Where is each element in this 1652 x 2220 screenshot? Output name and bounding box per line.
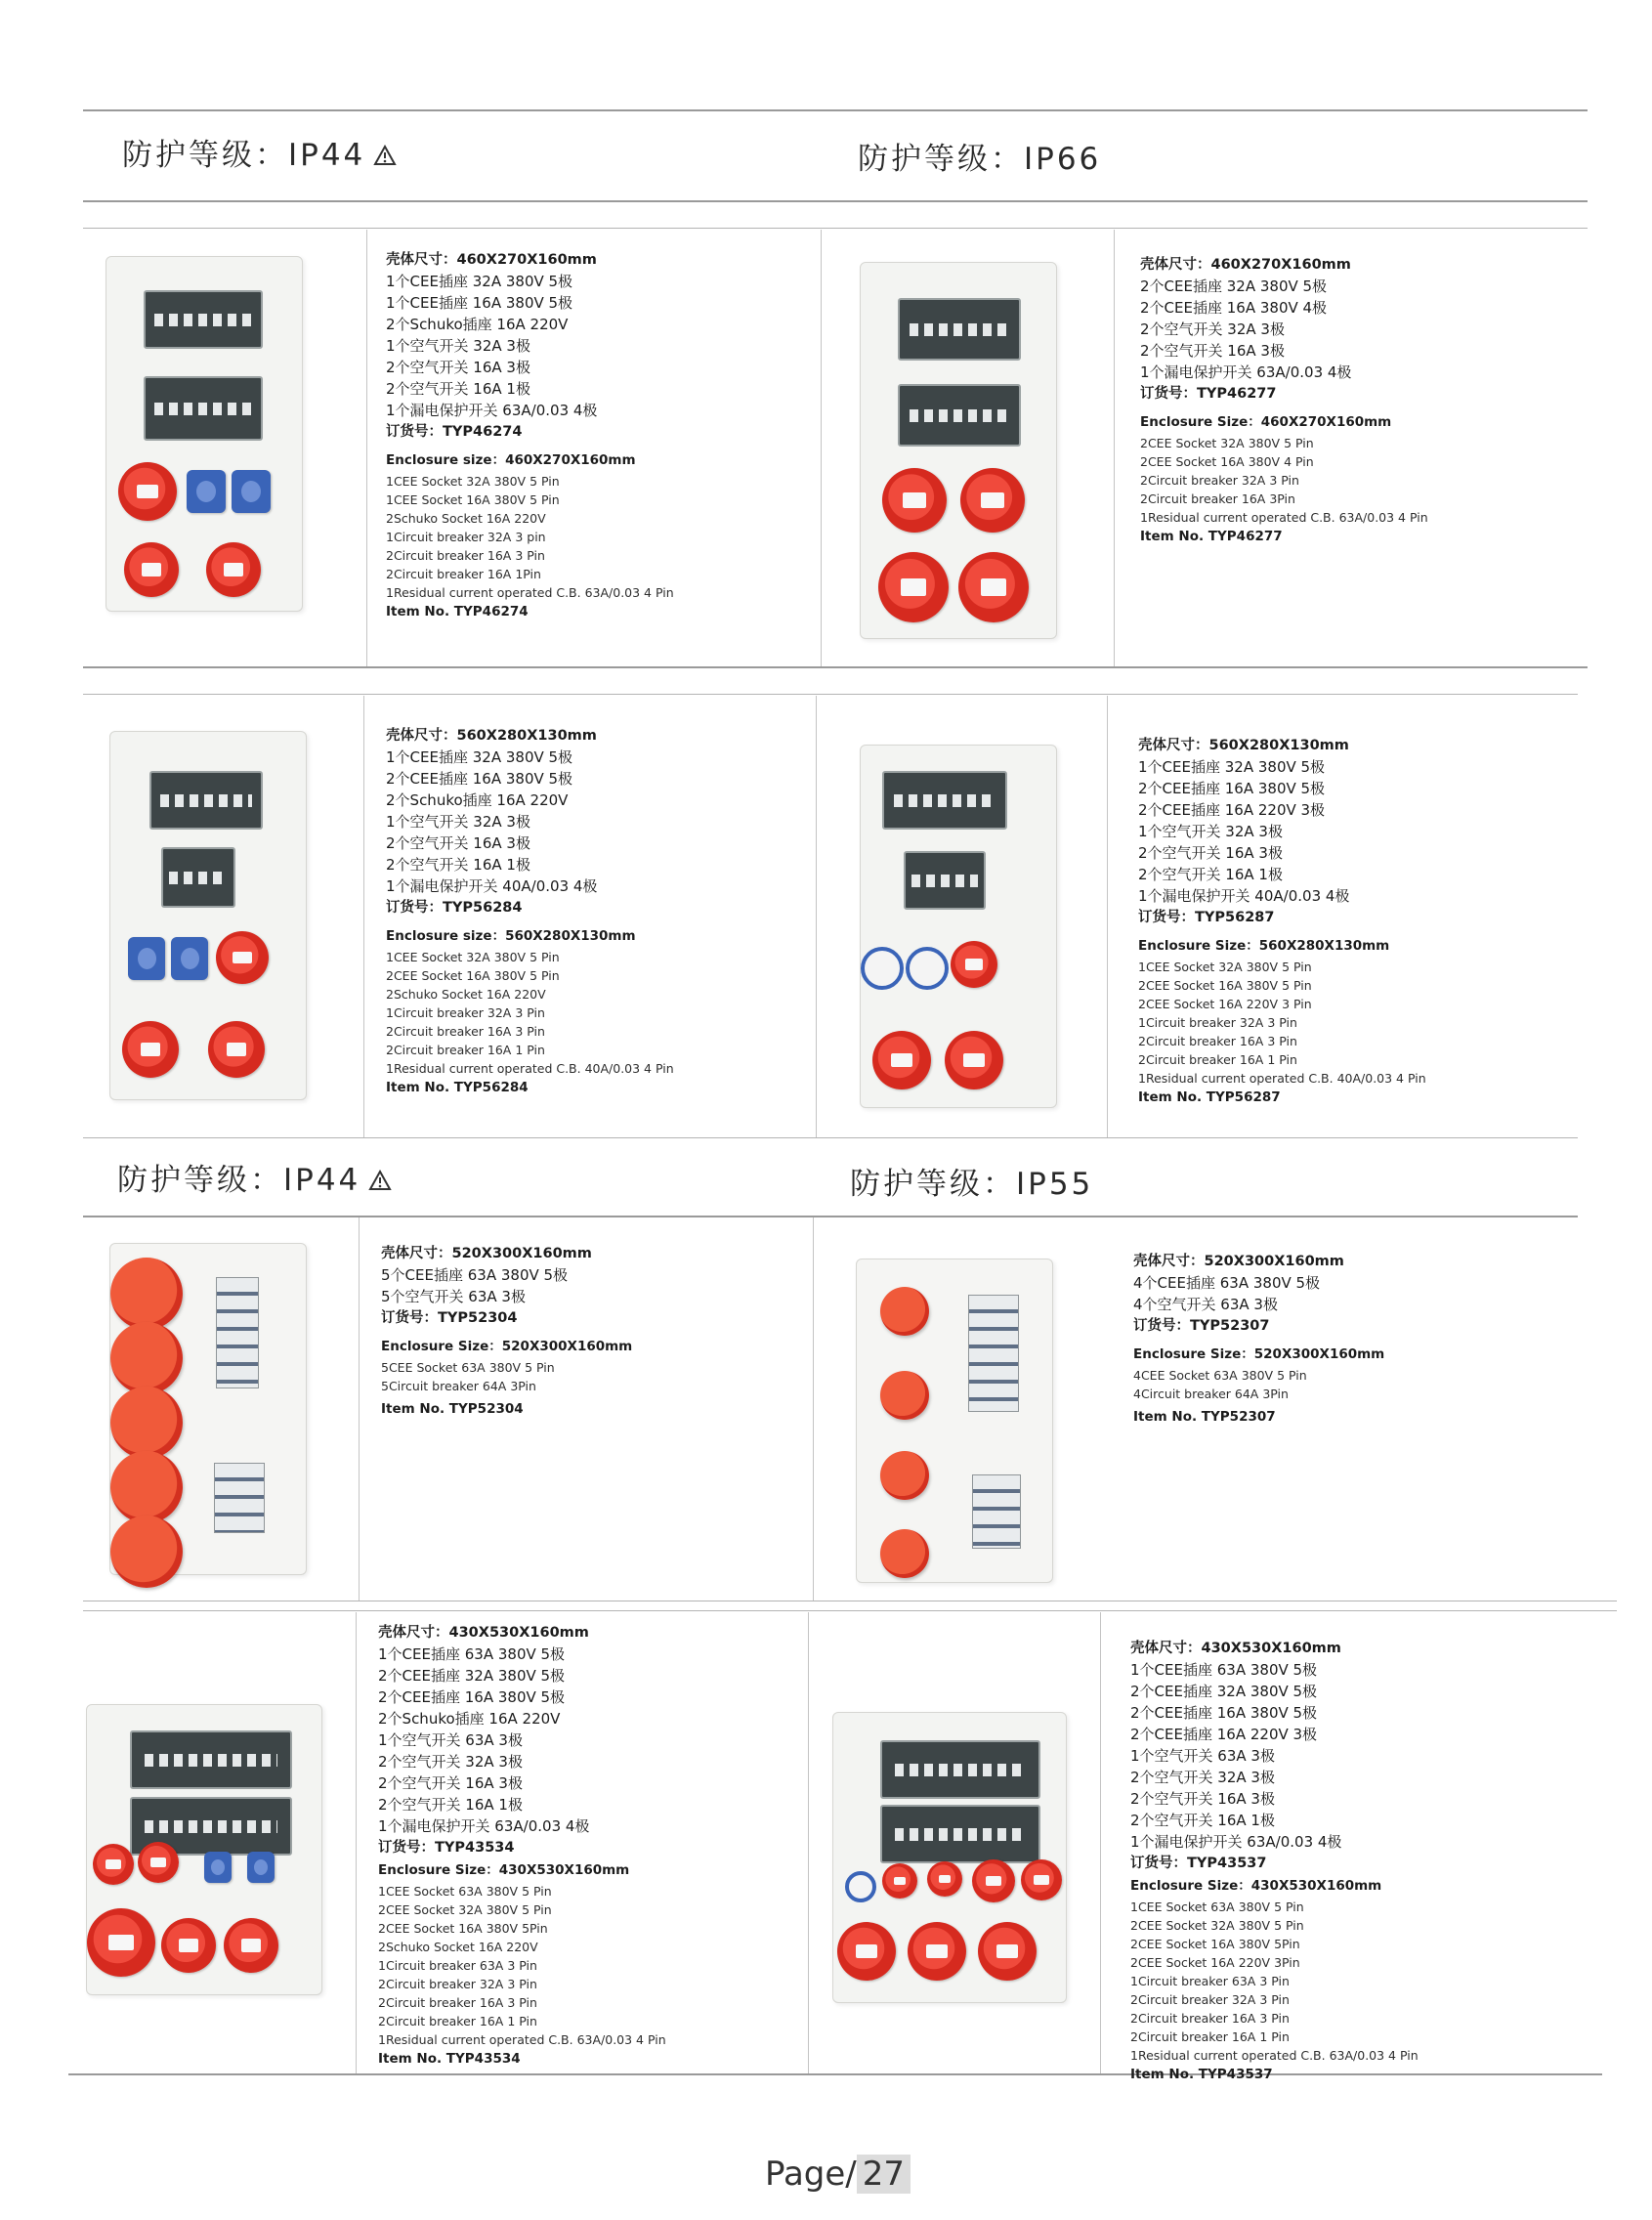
- enclosure-size-en: Enclosure Size：430X530X160mm: [1130, 1878, 1382, 1894]
- spec-line-en: 1Circuit breaker 32A 3 pin: [386, 530, 546, 544]
- order-no: 订货号：TYP43537: [1130, 1856, 1267, 1871]
- spec-line: 1个空气开关 32A 3极: [386, 337, 530, 355]
- enclosure-size-en: Enclosure size：460X270X160mm: [386, 452, 636, 468]
- spec-line: 2个空气开关 16A 3极: [386, 834, 530, 852]
- order-no: 订货号：TYP56287: [1138, 910, 1275, 925]
- product-image-typ56284: [109, 731, 307, 1100]
- order-no: 订货号：TYP46274: [386, 424, 523, 440]
- spec-line: 2个空气开关 16A 1极: [1138, 866, 1283, 883]
- spec-line: 2个CEE插座 16A 220V 3极: [1130, 1726, 1318, 1743]
- product-image-typ43534: [86, 1704, 322, 1995]
- section-title-label: 防护等级：IP66: [858, 142, 1102, 177]
- spec-line-en: 2CEE Socket 32A 380V 5 Pin: [378, 1902, 552, 1917]
- spec-line: 2个空气开关 16A 1极: [386, 380, 530, 398]
- spec-line: 2个CEE插座 16A 380V 5极: [378, 1688, 566, 1706]
- item-number: Item No. TYP43537: [1130, 2067, 1273, 2082]
- spec-line: 1个漏电保护开关 63A/0.03 4极: [386, 402, 598, 419]
- product-spec-typ46274: [386, 249, 674, 621]
- product-image-typ46277: [860, 262, 1057, 639]
- product-spec-typ43537: [1130, 1638, 1419, 2084]
- spec-line-en: 1Circuit breaker 32A 3 Pin: [386, 1005, 545, 1020]
- size-cn: 壳体尺寸：560X280X130mm: [386, 728, 597, 744]
- product-image-typ43537: [832, 1712, 1067, 2003]
- spec-line: 2个空气开关 16A 3极: [386, 359, 530, 376]
- spec-line-en: 1Residual current operated C.B. 63A/0.03 4 Pin: [378, 2032, 666, 2047]
- spec-line: 2个空气开关 16A 3极: [1140, 342, 1285, 360]
- spec-line-en: 2CEE Socket 16A 380V 5Pin: [1130, 1937, 1300, 1951]
- size-cn: 壳体尺寸：520X300X160mm: [381, 1246, 592, 1261]
- spec-line: 2个空气开关 16A 1极: [1130, 1812, 1275, 1829]
- spec-line: 2个CEE插座 32A 380V 5极: [1140, 278, 1328, 295]
- spec-line: 1个漏电保护开关 40A/0.03 4极: [386, 877, 598, 895]
- spec-line: 2个空气开关 32A 3极: [1140, 320, 1285, 338]
- enclosure-size-en: Enclosure Size：520X300X160mm: [381, 1339, 633, 1354]
- spec-line-en: 1CEE Socket 32A 380V 5 Pin: [386, 950, 560, 964]
- spec-line: 5个CEE插座 63A 380V 5极: [381, 1266, 569, 1284]
- spec-line-en: 2Schuko Socket 16A 220V: [386, 511, 546, 526]
- spec-line: 2个Schuko插座 16A 220V: [386, 791, 569, 809]
- spec-line-en: 1CEE Socket 32A 380V 5 Pin: [1138, 960, 1312, 974]
- product-image-typ52307: [856, 1259, 1053, 1583]
- spec-line-en: 2Circuit breaker 16A 3 Pin: [1138, 1034, 1297, 1048]
- order-no: 订货号：TYP46277: [1140, 386, 1277, 402]
- spec-line-en: 1Residual current operated C.B. 40A/0.03 4 Pin: [1138, 1071, 1426, 1086]
- enclosure-size-en: Enclosure Size：520X300X160mm: [1133, 1346, 1385, 1362]
- spec-line-en: 2Circuit breaker 16A 3 Pin: [386, 548, 545, 563]
- spec-line-en: 1Residual current operated C.B. 40A/0.03 4 Pin: [386, 1061, 674, 1076]
- spec-line: 1个CEE插座 63A 380V 5极: [1130, 1661, 1318, 1679]
- spec-line-en: 1Circuit breaker 63A 3 Pin: [1130, 1974, 1290, 1988]
- spec-line: 2个CEE插座 16A 380V 5极: [1138, 780, 1326, 797]
- item-number: Item No. TYP56287: [1138, 1089, 1281, 1105]
- spec-line-en: 2Circuit breaker 32A 3 Pin: [1140, 473, 1299, 488]
- spec-line-en: 2CEE Socket 32A 380V 5 Pin: [1130, 1918, 1304, 1933]
- warning-triangle-icon: [373, 145, 397, 166]
- order-no: 订货号：TYP43534: [378, 1840, 515, 1856]
- size-cn: 壳体尺寸：520X300X160mm: [1133, 1254, 1344, 1269]
- spec-line-en: 2Circuit breaker 16A 3Pin: [1140, 491, 1295, 506]
- enclosure-size-en: Enclosure Size：430X530X160mm: [378, 1862, 630, 1878]
- item-number: Item No. TYP56284: [386, 1080, 529, 1095]
- enclosure-size-en: Enclosure Size：560X280X130mm: [1138, 938, 1390, 954]
- product-image-typ46274: [106, 256, 303, 612]
- spec-line-en: 2Circuit breaker 16A 1 Pin: [1130, 2029, 1290, 2044]
- spec-line-en: 2CEE Socket 16A 220V 3 Pin: [1138, 997, 1312, 1011]
- spec-line: 2个空气开关 16A 1极: [378, 1796, 523, 1814]
- spec-line: 2个空气开关 16A 1极: [386, 856, 530, 874]
- spec-line: 2个空气开关 16A 3极: [1130, 1790, 1275, 1808]
- product-image-typ56287: [860, 745, 1057, 1108]
- spec-line: 1个CEE插座 32A 380V 5极: [386, 273, 573, 290]
- product-spec-typ46277: [1140, 254, 1428, 546]
- spec-line: 1个CEE插座 32A 380V 5极: [386, 748, 573, 766]
- spec-line: 2个CEE插座 16A 220V 3极: [1138, 801, 1326, 819]
- warning-triangle-icon: [368, 1170, 392, 1191]
- spec-line: 1个漏电保护开关 40A/0.03 4极: [1138, 887, 1350, 905]
- spec-line-en: 1Circuit breaker 32A 3 Pin: [1138, 1015, 1297, 1030]
- size-cn: 壳体尺寸：430X530X160mm: [378, 1625, 589, 1641]
- order-no: 订货号：TYP52304: [381, 1310, 518, 1326]
- spec-line-en: 2Circuit breaker 16A 1 Pin: [386, 1043, 545, 1057]
- spec-line: 1个CEE插座 16A 380V 5极: [386, 294, 573, 312]
- product-spec-typ52304: [381, 1243, 632, 1419]
- spec-line-en: 2Schuko Socket 16A 220V: [386, 987, 546, 1002]
- spec-line-en: 2CEE Socket 16A 380V 5 Pin: [1138, 978, 1312, 993]
- spec-line-en: 1CEE Socket 32A 380V 5 Pin: [386, 474, 560, 489]
- spec-line-en: 2Circuit breaker 32A 3 Pin: [378, 1977, 537, 1991]
- product-spec-typ43534: [378, 1622, 666, 2069]
- spec-line: 1个漏电保护开关 63A/0.03 4极: [378, 1817, 590, 1835]
- order-no: 订货号：TYP52307: [1133, 1318, 1270, 1334]
- spec-line: 2个空气开关 32A 3极: [1130, 1769, 1275, 1786]
- order-no: 订货号：TYP56284: [386, 900, 523, 916]
- spec-line-en: 4CEE Socket 63A 380V 5 Pin: [1133, 1368, 1307, 1383]
- spec-line: 5个空气开关 63A 3极: [381, 1288, 526, 1305]
- size-cn: 壳体尺寸：460X270X160mm: [1140, 257, 1351, 273]
- section-title-label: 防护等级：IP44: [117, 1163, 361, 1198]
- spec-line: 1个空气开关 63A 3极: [378, 1731, 523, 1749]
- enclosure-size-en: Enclosure size：560X280X130mm: [386, 928, 636, 944]
- spec-line: 2个空气开关 16A 3极: [378, 1774, 523, 1792]
- page-number: [765, 2155, 911, 2194]
- size-cn: 壳体尺寸：560X280X130mm: [1138, 738, 1349, 753]
- spec-line-en: 2Schuko Socket 16A 220V: [378, 1940, 538, 1954]
- enclosure-size-en: Enclosure Size：460X270X160mm: [1140, 414, 1392, 430]
- spec-line-en: 2Circuit breaker 16A 1Pin: [386, 567, 541, 581]
- spec-line: 2个空气开关 16A 3极: [1138, 844, 1283, 862]
- spec-line-en: 5CEE Socket 63A 380V 5 Pin: [381, 1360, 555, 1375]
- spec-line: 2个CEE插座 32A 380V 5极: [378, 1667, 566, 1685]
- spec-line-en: 1CEE Socket 63A 380V 5 Pin: [1130, 1900, 1304, 1914]
- spec-line-en: 1CEE Socket 63A 380V 5 Pin: [378, 1884, 552, 1899]
- product-spec-typ56284: [386, 725, 674, 1097]
- product-image-typ52304: [109, 1243, 307, 1575]
- spec-line-en: 2Circuit breaker 32A 3 Pin: [1130, 1992, 1290, 2007]
- spec-line-en: 2Circuit breaker 16A 1 Pin: [1138, 1052, 1297, 1067]
- spec-line: 2个空气开关 32A 3极: [378, 1753, 523, 1771]
- product-spec-typ56287: [1138, 735, 1426, 1107]
- spec-line: 1个漏电保护开关 63A/0.03 4极: [1140, 363, 1352, 381]
- item-number: Item No. TYP46277: [1140, 529, 1283, 544]
- page-number-value: 27: [857, 2155, 911, 2194]
- spec-line-en: 1Residual current operated C.B. 63A/0.03 4 Pin: [1130, 2048, 1419, 2063]
- spec-line-en: 1Residual current operated C.B. 63A/0.03 4 Pin: [386, 585, 674, 600]
- spec-line-en: 5Circuit breaker 64A 3Pin: [381, 1379, 536, 1393]
- item-number: Item No. TYP43534: [378, 2051, 521, 2067]
- section-title-ip44-bottom: [117, 1155, 392, 1199]
- spec-line-en: 2Circuit breaker 16A 1 Pin: [378, 2014, 537, 2028]
- spec-line: 2个CEE插座 16A 380V 4极: [1140, 299, 1328, 317]
- spec-line: 4个CEE插座 63A 380V 5极: [1133, 1274, 1321, 1292]
- spec-line-en: 2Circuit breaker 16A 3 Pin: [386, 1024, 545, 1039]
- spec-line-en: 2Circuit breaker 16A 3 Pin: [1130, 2011, 1290, 2026]
- spec-line-en: 1Circuit breaker 63A 3 Pin: [378, 1958, 537, 1973]
- section-title-label: 防护等级：IP44: [122, 138, 366, 173]
- spec-line: 1个空气开关 32A 3极: [386, 813, 530, 831]
- section-title-ip55: [850, 1159, 1093, 1203]
- spec-line: 1个空气开关 63A 3极: [1130, 1747, 1275, 1765]
- section-title-ip66: [858, 134, 1101, 178]
- spec-line-en: 2Circuit breaker 16A 3 Pin: [378, 1995, 537, 2010]
- spec-line-en: 1Residual current operated C.B. 63A/0.03 4 Pin: [1140, 510, 1428, 525]
- item-number: Item No. TYP52304: [381, 1401, 524, 1417]
- item-number: Item No. TYP46274: [386, 604, 529, 619]
- spec-line: 4个空气开关 63A 3极: [1133, 1296, 1278, 1313]
- page-label: Page/: [765, 2155, 857, 2194]
- spec-line: 2个Schuko插座 16A 220V: [378, 1710, 561, 1728]
- section-title-label: 防护等级：IP55: [850, 1167, 1094, 1202]
- spec-line: 2个Schuko插座 16A 220V: [386, 316, 569, 333]
- size-cn: 壳体尺寸：430X530X160mm: [1130, 1641, 1341, 1656]
- spec-line-en: 4Circuit breaker 64A 3Pin: [1133, 1387, 1289, 1401]
- spec-line: 1个CEE插座 32A 380V 5极: [1138, 758, 1326, 776]
- spec-line: 1个CEE插座 63A 380V 5极: [378, 1645, 566, 1663]
- spec-line-en: 2CEE Socket 16A 380V 4 Pin: [1140, 454, 1314, 469]
- spec-line: 2个CEE插座 32A 380V 5极: [1130, 1683, 1318, 1700]
- spec-line-en: 2CEE Socket 16A 380V 5Pin: [378, 1921, 548, 1936]
- product-spec-typ52307: [1133, 1251, 1384, 1427]
- size-cn: 壳体尺寸：460X270X160mm: [386, 252, 597, 268]
- item-number: Item No. TYP52307: [1133, 1409, 1276, 1425]
- spec-line-en: 2CEE Socket 16A 380V 5 Pin: [386, 968, 560, 983]
- spec-line: 2个CEE插座 16A 380V 5极: [386, 770, 573, 788]
- spec-line: 1个空气开关 32A 3极: [1138, 823, 1283, 840]
- spec-line: 1个漏电保护开关 63A/0.03 4极: [1130, 1833, 1342, 1851]
- spec-line-en: 1CEE Socket 16A 380V 5 Pin: [386, 492, 560, 507]
- spec-line-en: 2CEE Socket 16A 220V 3Pin: [1130, 1955, 1300, 1970]
- spec-line: 2个CEE插座 16A 380V 5极: [1130, 1704, 1318, 1722]
- section-title-ip44-top: [122, 130, 397, 174]
- spec-line-en: 2CEE Socket 32A 380V 5 Pin: [1140, 436, 1314, 450]
